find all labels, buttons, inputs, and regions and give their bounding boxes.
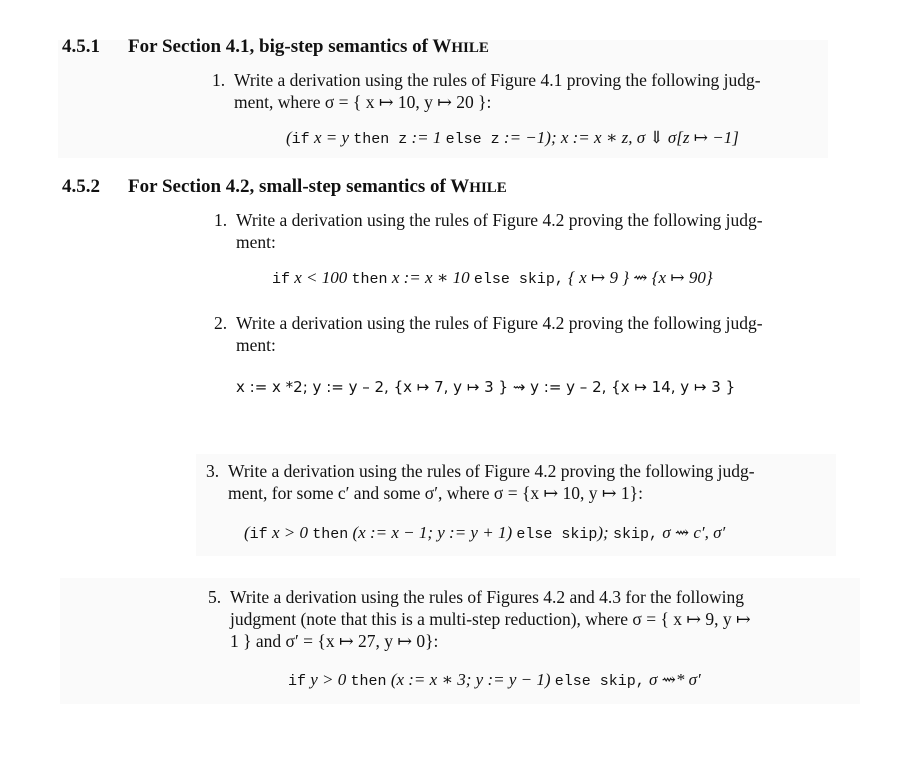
item-text: ment: [236, 335, 276, 355]
item-text: Write a derivation using the rules of Figure 4.2 proving the following judg- [228, 461, 755, 481]
judgment-formula [272, 268, 713, 288]
code-keyword: if [249, 526, 268, 543]
code-keyword: if [291, 131, 310, 148]
math-text: (x := x − 1; y := y + 1) [348, 523, 517, 542]
section-heading-4-5-1: 4.5.1 For Section 4.1, big-step semantics of WHILE [62, 36, 489, 57]
exercise-item-5-line [230, 631, 438, 652]
item-text: ment, where σ = { x ↦ 10, y ↦ 20 }: [234, 92, 492, 112]
code-keyword: then [351, 271, 388, 288]
exercise-item-1-line [212, 70, 761, 91]
code-keyword: if [288, 673, 307, 690]
exercise-item-5-line [208, 587, 744, 608]
section-heading-4-5-2: 4.5.2 For Section 4.2, small-step semantics of WHILE [62, 176, 507, 197]
section-number: 4.5.2 [62, 176, 100, 197]
code-keyword: then [312, 526, 349, 543]
math-text: (x := x ∗ 3; y := y − 1) [386, 670, 555, 689]
math-text: x < 100 [290, 268, 352, 287]
math-text: y > 0 [306, 670, 351, 689]
exercise-item-3-line [228, 483, 643, 504]
judgment-formula: x := x *2; y := y – 2, {x ↦ 7, y ↦ 3 } ⇝ y := y – 2, {x ↦ 14, y ↦ 3 } [236, 378, 736, 396]
code-keyword: else skip [516, 526, 598, 543]
exercise-item-1-line [234, 92, 491, 113]
exercise-item-2-line [214, 313, 763, 334]
math-text: σ ⇝ c′, σ′ [657, 523, 726, 542]
code-keyword: else skip, [554, 673, 645, 690]
section-number: 4.5.1 [62, 36, 100, 57]
math-text: σ ⇝* σ′ [644, 670, 701, 689]
math-text: ( [286, 128, 292, 147]
item-number: 1. [212, 70, 226, 90]
math-text: x = y [309, 128, 354, 147]
math-text: ( [244, 523, 250, 542]
item-number: 1. [214, 210, 228, 230]
math-text: ); [597, 523, 613, 542]
code-keyword: skip, [612, 526, 658, 543]
section-title: For Section 4.2, small-step semantics of [128, 176, 451, 197]
item-text: ment: [236, 232, 276, 252]
exercise-item-3-line [206, 461, 755, 482]
judgment-formula [286, 128, 739, 148]
math-text: { x ↦ 9 } ⇝ {x ↦ 90} [563, 268, 713, 287]
judgment-formula [244, 523, 725, 543]
item-number: 5. [208, 587, 222, 607]
math-text: x := x ∗ 10 [387, 268, 474, 287]
item-number: 2. [214, 313, 228, 333]
exercise-item-2-line [236, 335, 276, 356]
item-text: ment, for some c′ and some σ′, where σ = {x ↦ 10, y ↦ 1}: [228, 483, 643, 503]
item-text: 1 } and σ′ = {x ↦ 27, y ↦ 0}: [230, 631, 439, 651]
item-text: judgment (note that this is a multi-step reduction), where σ = { x ↦ 9, y ↦ [230, 609, 751, 629]
item-text: Write a derivation using the rules of Figure 4.2 proving the following judg- [236, 210, 763, 230]
judgment-formula [288, 670, 701, 690]
code-keyword: then z [353, 131, 408, 148]
math-text: x > 0 [267, 523, 313, 542]
math-text: := −1); x := x ∗ z, σ ⇓ σ[z ↦ −1] [499, 128, 739, 147]
section-title: For Section 4.1, big-step semantics of [128, 36, 433, 57]
exercise-item-1-line [236, 232, 276, 253]
exercise-item-5-line [230, 609, 751, 630]
item-text: Write a derivation using the rules of Figure 4.2 proving the following judg- [236, 313, 763, 333]
code-keyword: then [350, 673, 387, 690]
math-text: := 1 [407, 128, 446, 147]
item-text: Write a derivation using the rules of Figures 4.2 and 4.3 for the following [230, 587, 744, 607]
code-keyword: if [272, 271, 291, 288]
code-keyword: else skip, [473, 271, 564, 288]
item-number: 3. [206, 461, 220, 481]
code-keyword: else z [445, 131, 500, 148]
exercise-item-1-line [214, 210, 763, 231]
item-text: Write a derivation using the rules of Figure 4.1 proving the following judg- [234, 70, 761, 90]
